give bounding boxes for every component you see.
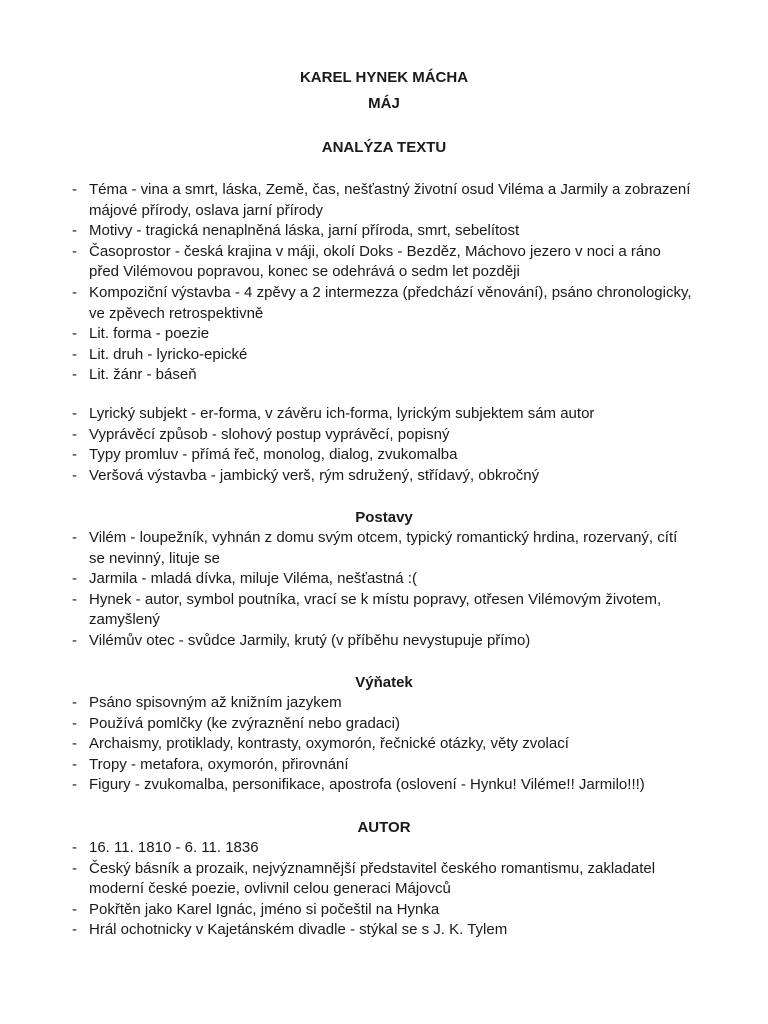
list-item-text: Lyrický subjekt - er-forma, v závěru ich-forma, lyrickým subjektem sám autor	[89, 405, 595, 422]
list-item	[72, 365, 692, 386]
list-item	[72, 631, 692, 652]
list-item-text: Téma - vina a smrt, láska, Země, čas, nešťastný životní osud Viléma a Jarmily a zobrazení májové přírody, oslava jarní přírody	[89, 181, 691, 219]
list-item	[72, 445, 692, 466]
list-item	[72, 569, 692, 590]
analysis-list-2	[72, 404, 692, 486]
author-title: KAREL HYNEK MÁCHA	[299, 69, 469, 86]
list-item	[72, 221, 692, 242]
list-bullet: -	[72, 735, 77, 753]
list-bullet: -	[72, 694, 77, 711]
list-item	[72, 900, 692, 921]
list-item	[72, 838, 692, 859]
list-item	[72, 693, 692, 714]
list-bullet: -	[72, 921, 77, 939]
characters-heading: Postavy	[355, 509, 413, 526]
list-item	[72, 755, 692, 776]
work-title: MÁJ	[368, 95, 400, 112]
list-bullet: -	[72, 755, 77, 773]
analysis-list-1	[72, 180, 692, 386]
list-item-text: Vilémův otec - svůdce Jarmily, krutý (v příběhu nevystupuje přímo)	[89, 631, 531, 649]
list-item-text: Archaismy, protiklady, kontrasty, oxymorón, řečnické otázky, věty zvolací	[89, 735, 569, 753]
list-bullet: -	[72, 570, 77, 588]
excerpt-list	[72, 693, 692, 796]
list-bullet: -	[72, 345, 77, 363]
list-item-text: Jarmila - mladá dívka, miluje Viléma, nešťastná :(	[89, 570, 417, 588]
list-bullet: -	[72, 839, 77, 856]
list-bullet: -	[72, 405, 77, 422]
list-bullet: -	[72, 283, 77, 301]
list-item-text: Používá pomlčky (ke zvýraznění nebo gradaci)	[89, 714, 400, 732]
list-item	[72, 775, 692, 796]
list-item	[72, 466, 692, 487]
list-item	[72, 528, 692, 569]
list-item	[72, 590, 692, 631]
list-item-text: Veršová výstavba - jambický verš, rým sdružený, střídavý, obkročný	[89, 466, 540, 484]
list-item-text: Pokřtěn jako Karel Ignác, jméno si počeštil na Hynka	[89, 900, 440, 918]
list-item-text: Motivy - tragická nenaplněná láska, jarní příroda, smrt, sebelítost	[89, 222, 520, 240]
list-item-text: Vilém - loupežník, vyhnán z domu svým otcem, typický romantický hrdina, rozervaný, cítí se nevinný, lituje se	[89, 529, 678, 567]
list-item	[72, 180, 692, 221]
list-item	[72, 345, 692, 366]
list-item-text: Lit. žánr - báseň	[89, 366, 197, 384]
list-item-text: Časoprostor - česká krajina v máji, okolí Doks - Bezděz, Máchovo jezero v noci a ráno před Vilémovou popravou, konec se odehrává o sedm let později	[89, 242, 661, 281]
author-section-heading: AUTOR	[357, 819, 411, 836]
list-item	[72, 920, 692, 941]
list-bullet: -	[72, 466, 77, 484]
list-item-text: Typy promluv - přímá řeč, monolog, dialog, zvukomalba	[89, 446, 458, 464]
list-bullet: -	[72, 446, 77, 464]
list-bullet: -	[72, 222, 77, 240]
list-bullet: -	[72, 181, 77, 198]
list-bullet: -	[72, 590, 77, 608]
list-bullet: -	[72, 366, 77, 384]
list-item	[72, 859, 692, 900]
list-bullet: -	[72, 242, 77, 260]
list-item	[72, 404, 692, 425]
list-bullet: -	[72, 529, 77, 546]
list-item	[72, 425, 692, 446]
list-item-text: Psáno spisovným až knižním jazykem	[89, 694, 342, 711]
list-item-text: Hynek - autor, symbol poutníka, vrací se k místu popravy, otřesen Vilémovým životem, zamyšlený	[89, 590, 662, 629]
list-item-text: Lit. druh - lyricko-epické	[89, 345, 248, 363]
list-item-text: 16. 11. 1810 - 6. 11. 1836	[89, 839, 259, 856]
list-item	[72, 734, 692, 755]
characters-list	[72, 528, 692, 652]
list-item-text: Tropy - metafora, oxymorón, přirovnání	[89, 755, 349, 773]
list-bullet: -	[72, 900, 77, 918]
list-bullet: -	[72, 631, 77, 649]
list-item-text: Kompoziční výstavba - 4 zpěvy a 2 intermezza (předchází věnování), psáno chronologicky, ve zpěvech retrospektivně	[89, 283, 692, 322]
excerpt-heading: Výňatek	[355, 674, 413, 691]
list-item-text: Figury - zvukomalba, personifikace, apostrofa (oslovení - Hynku! Viléme!! Jarmilo!!!)	[89, 776, 645, 794]
list-item	[72, 242, 692, 283]
list-item-text: Český básník a prozaik, nejvýznamnější představitel českého romantismu, zakladatel moderní české poezie, ovlivnil celou generaci Májovců	[89, 859, 656, 898]
list-bullet: -	[72, 325, 77, 343]
list-item-text: Hrál ochotnicky v Kajetánském divadle - stýkal se s J. K. Tylem	[89, 921, 508, 939]
list-bullet: -	[72, 425, 77, 443]
author-section-list	[72, 838, 692, 941]
list-item-text: Vyprávěcí způsob - slohový postup vyprávěcí, popisný	[89, 425, 450, 443]
list-item-text: Lit. forma - poezie	[89, 325, 210, 343]
list-item	[72, 714, 692, 735]
list-item	[72, 283, 692, 324]
analysis-heading: ANALÝZA TEXTU	[321, 139, 447, 156]
list-item	[72, 324, 692, 345]
list-bullet: -	[72, 714, 77, 732]
list-bullet: -	[72, 776, 77, 794]
list-bullet: -	[72, 859, 77, 877]
